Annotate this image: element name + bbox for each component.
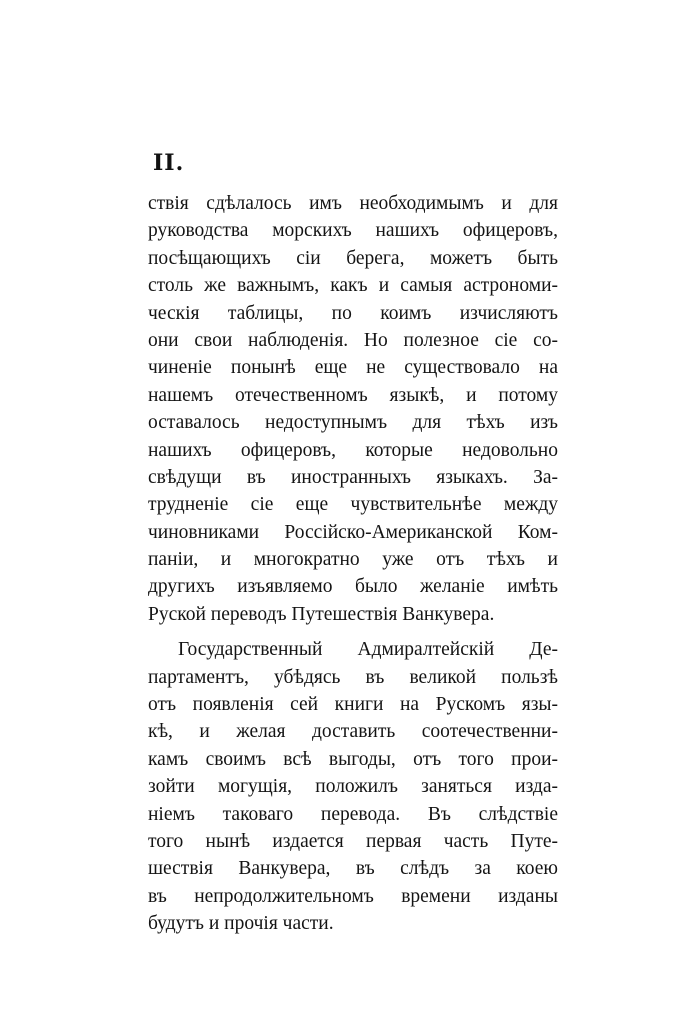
- text-line: зойти могущія, положилъ заняться изда-: [148, 776, 558, 798]
- text-line: Государственный Адмиралтейскій Де-: [178, 639, 558, 661]
- text-line: другихъ изъявляемо было желаніе имѣть: [148, 576, 558, 598]
- paragraph-1: [148, 190, 558, 628]
- text-line: кѣ, и желая доставить соотечественни-: [148, 721, 558, 743]
- text-line: чиненіе понынѣ еще не существовало на: [148, 357, 558, 379]
- text-line: они свои наблюденія. Но полезное сіе со-: [148, 329, 558, 351]
- text-line: посѣщающихъ сіи берега, можетъ быть: [148, 247, 558, 269]
- text-line: того нынѣ издается первая часть Путе-: [148, 830, 558, 852]
- paragraph-2: [148, 636, 558, 937]
- text-line: нашихъ офицеровъ, которые недовольно: [148, 439, 558, 461]
- text-line: руководства морскихъ нашихъ офицеровъ,: [148, 220, 558, 242]
- text-line: шествія Ванкувера, въ слѣдъ за коею: [148, 858, 558, 880]
- body-text: [148, 190, 558, 938]
- text-line: трудненіе сіе еще чувствительнѣе между: [148, 494, 558, 516]
- text-line: столь же важнымъ, какъ и самыя астрономи-: [148, 275, 558, 297]
- text-line: нашемъ отечественномъ языкѣ, и потому: [148, 384, 558, 406]
- text-line: свѣдущи въ иностранныхъ языкахъ. За-: [148, 466, 558, 488]
- text-line: отъ появленія сей книги на Рускомъ язы-: [148, 694, 558, 716]
- text-line: чиновниками Россійско-Американской Ком-: [148, 521, 558, 543]
- text-line: ніемъ таковаго перевода. Въ слѣдствіе: [148, 803, 558, 825]
- text-line: паніи, и многократно уже отъ тѣхъ и: [148, 549, 558, 571]
- paragraph-spacer: [148, 628, 558, 636]
- text-line: будутъ и прочія части.: [148, 913, 334, 935]
- text-line: камъ своимъ всѣ выгоды, отъ того прои-: [148, 748, 558, 770]
- text-line: Руской переводъ Путешествія Ванкувера.: [148, 603, 495, 625]
- page-number: II.: [153, 150, 185, 176]
- text-line: въ непродолжительномъ времени изданы: [148, 885, 558, 907]
- text-line: оставалось недоступнымъ для тѣхъ изъ: [148, 412, 558, 434]
- text-line: ческія таблицы, по коимъ изчисляютъ: [148, 302, 558, 324]
- text-line: партаментъ, убѣдясь въ великой пользѣ: [148, 666, 558, 688]
- text-line: ствія сдѣлалось имъ необходимымъ и для: [148, 193, 558, 214]
